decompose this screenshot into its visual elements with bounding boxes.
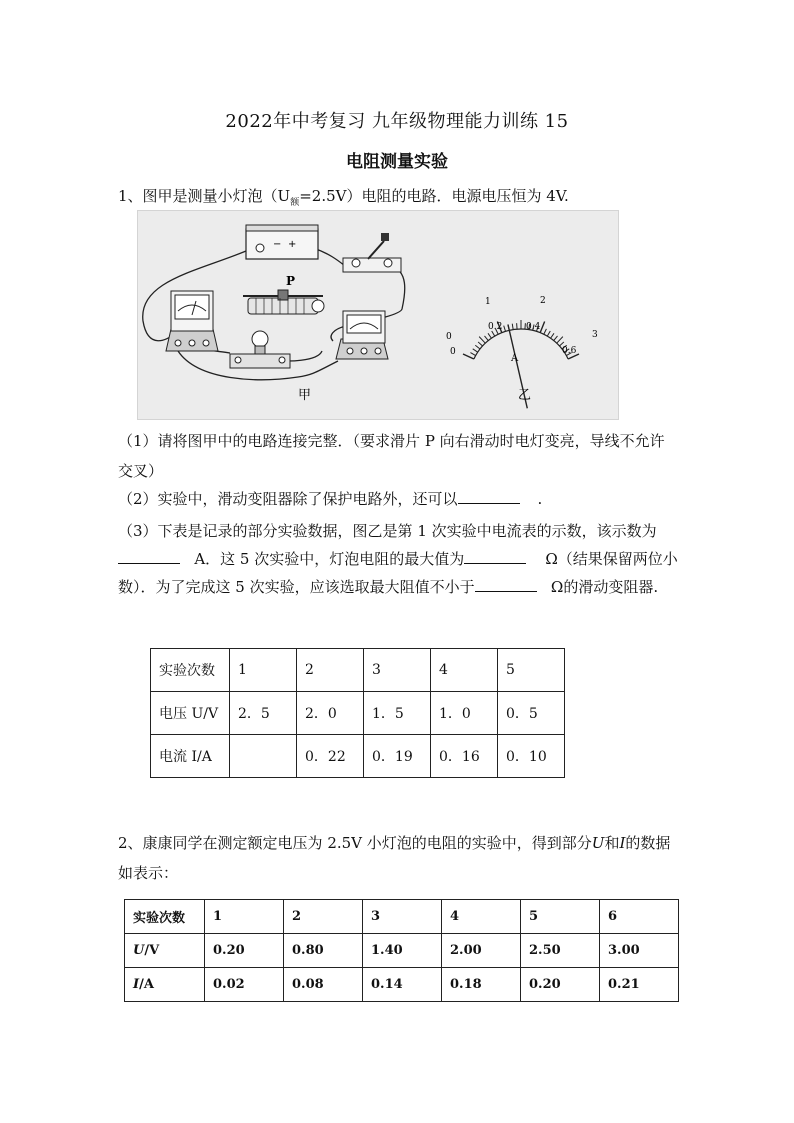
table-row <box>151 735 565 778</box>
circuit-figure <box>137 210 619 420</box>
figure-label-yi: 乙 <box>518 388 532 403</box>
table-cell: 2 <box>284 900 363 934</box>
table-cell: 0．22 <box>297 735 364 778</box>
dial-tick <box>488 333 491 338</box>
table-cell: 0．19 <box>364 735 431 778</box>
table-cell: 2 <box>297 649 364 692</box>
dial-tick <box>504 326 506 332</box>
dial-tick <box>475 345 480 349</box>
table-cell: 0.02 <box>205 968 284 1002</box>
rheostat-icon <box>243 290 324 314</box>
dial-label-0.6: 0.6 <box>562 346 577 356</box>
dial-label-0-bottom: 0 <box>450 347 456 357</box>
table-cell: 电压 U/V <box>151 692 230 735</box>
table-cell: 1 <box>230 649 297 692</box>
page-title: 2022年中考复习 九年级物理能力训练 15 <box>225 111 569 132</box>
svg-text:−: − <box>273 239 282 250</box>
dial-tick <box>470 353 475 356</box>
dial-tick <box>484 336 488 341</box>
experiment-table-2 <box>124 899 679 1002</box>
question-1-part-3: （3）下表是记录的部分实验数据，图乙是第 1 次实验中电流表的示数，该示数为 A．这 5 次实验中，灯泡电阻的最大值为 Ω（结果保留两位小数）．为了完成这 5 次实验，应该选取最大阻值不小于 Ω的滑动变阻器. <box>118 522 678 596</box>
question-1-part-2: （2）实验中，滑动变阻器除了保护电路外，还可以 . <box>118 490 543 508</box>
table-cell: 0.18 <box>442 968 521 1002</box>
slider-label: P <box>286 274 296 288</box>
table-cell: 5 <box>521 900 600 934</box>
table-cell: 电流 I/A <box>151 735 230 778</box>
table-cell: 6 <box>600 900 679 934</box>
dial-tick <box>554 336 558 341</box>
dial-label-0-top: 0 <box>446 332 452 342</box>
table-cell: 1．5 <box>364 692 431 735</box>
table-cell: 0.80 <box>284 934 363 968</box>
table-cell: 0.20 <box>205 934 284 968</box>
dial-tick <box>473 349 478 352</box>
table-cell: 2．5 <box>230 692 297 735</box>
table-cell: 2．0 <box>297 692 364 735</box>
table-cell: 3 <box>364 649 431 692</box>
dial-label-0.2: 0.2 <box>488 322 503 332</box>
table-cell: 0.20 <box>521 968 600 1002</box>
table-cell: 5 <box>498 649 565 692</box>
table-cell: 0．10 <box>498 735 565 778</box>
table-cell: 4 <box>442 900 521 934</box>
dial-label-2: 2 <box>540 296 546 306</box>
svg-text:+: + <box>288 239 297 250</box>
dial-tick <box>463 354 474 359</box>
circuit-diagram <box>138 211 618 419</box>
table-cell <box>230 735 297 778</box>
table-cell: 2.00 <box>442 934 521 968</box>
table-cell: 3.00 <box>600 934 679 968</box>
table-cell: 0.08 <box>284 968 363 1002</box>
table-row <box>125 900 679 934</box>
dial-tick <box>557 337 563 344</box>
dial-tick <box>479 337 485 344</box>
answer-blank[interactable] <box>458 489 520 504</box>
dial-tick <box>540 322 544 333</box>
table-cell: 0．16 <box>431 735 498 778</box>
dial-tick <box>478 342 482 346</box>
table-cell: 1．0 <box>431 692 498 735</box>
table-cell: 2.50 <box>521 934 600 968</box>
answer-blank[interactable] <box>118 549 180 564</box>
dial-label-3: 3 <box>592 330 598 340</box>
table-cell: 0．5 <box>498 692 565 735</box>
table-cell: 1.40 <box>363 934 442 968</box>
table-cell: 0.21 <box>600 968 679 1002</box>
table-row <box>151 692 565 735</box>
dial-tick <box>512 324 513 330</box>
dial-tick <box>544 329 547 334</box>
page-subtitle: 电阻测量实验 <box>346 152 448 172</box>
table-cell: 0.14 <box>363 968 442 1002</box>
table-cell: 实验次数 <box>125 900 205 934</box>
question-1-intro: 1、图甲是测量小灯泡$(U_额=2.5V)$电阻的电路．电源电压恒为 4V. <box>118 187 569 208</box>
dial-label-0.4: 0.4 <box>526 322 541 332</box>
table-cell: 3 <box>363 900 442 934</box>
table-cell: 1 <box>205 900 284 934</box>
dial-unit-label: A <box>511 353 519 364</box>
dial-tick <box>551 333 554 338</box>
lamp-icon <box>230 331 290 368</box>
table-row <box>125 934 679 968</box>
answer-blank[interactable] <box>464 549 526 564</box>
table-cell: 实验次数 <box>151 649 230 692</box>
ammeter-icon <box>336 311 388 359</box>
dial-tick <box>547 331 550 336</box>
table-row <box>125 968 679 1002</box>
answer-blank[interactable] <box>475 577 537 592</box>
table-cell: 4 <box>431 649 498 692</box>
figure-label-jia: 甲 <box>298 388 312 403</box>
switch-icon <box>343 233 401 272</box>
table-cell: I/A <box>125 968 205 1002</box>
question-1-part-1: （1）请将图甲中的电路连接完整．（要求滑片 P 向右滑动时电灯变亮，导线不允许交叉） <box>118 432 665 480</box>
table-cell: U/V <box>125 934 205 968</box>
voltmeter-icon <box>166 291 218 351</box>
experiment-table-1 <box>150 648 565 778</box>
battery-icon <box>246 225 318 259</box>
table-row <box>151 649 565 692</box>
dial-label-1: 1 <box>485 297 491 307</box>
question-2-intro: 2、康康同学在测定额定电压为 2.5V 小灯泡的电阻的实验中，得到部分U和I的数据如表示： <box>118 834 671 882</box>
